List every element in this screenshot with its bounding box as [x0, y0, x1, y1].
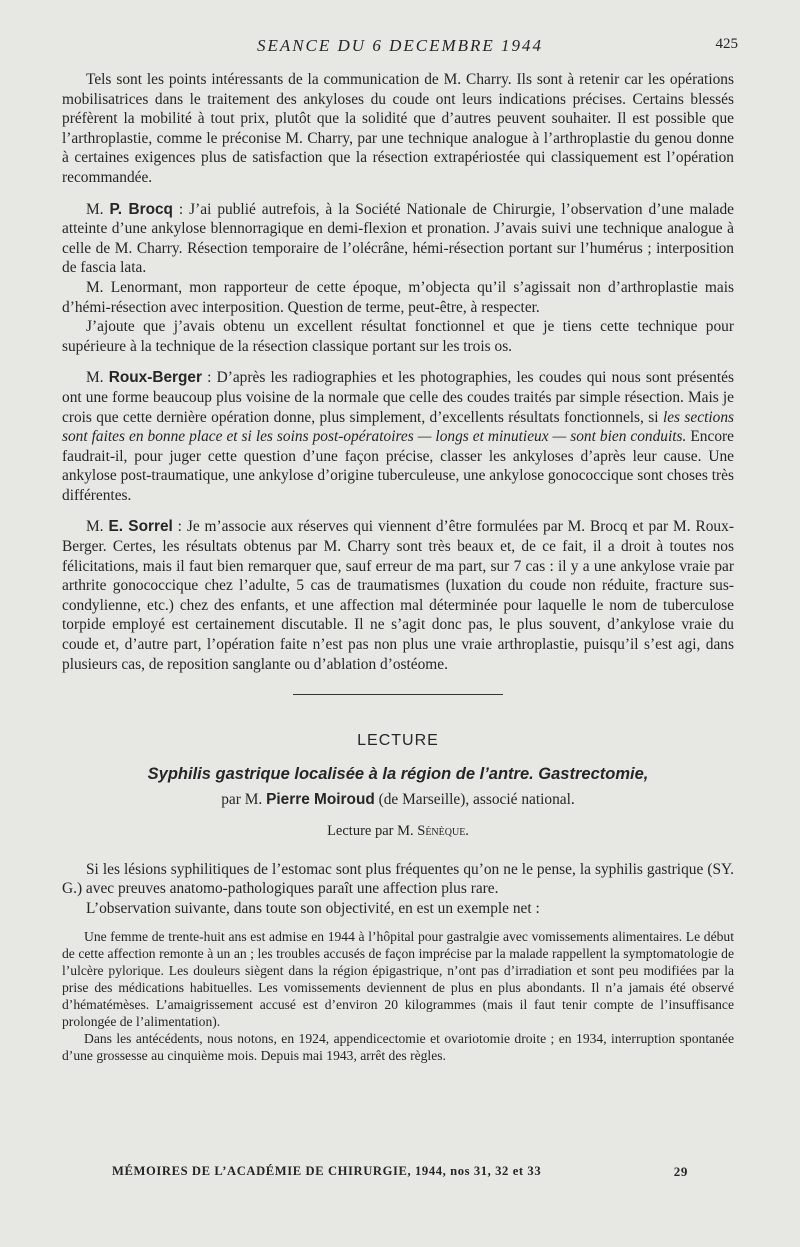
paragraph-roux-berger: [62, 368, 734, 505]
case-report: [62, 928, 734, 1064]
paragraph-brocq-result: J’ajoute que j’avais obtenu un excellent résultat fonctionnel et que je tiens cette technique pour supérieure à la technique de la résection classique portant sur les trois os.: [62, 318, 734, 355]
speaker-prefix: M.: [86, 200, 104, 218]
sorrel-text: : Je m’associe aux réserves qui viennent d’être formulées par M. Brocq et par M. Roux-Berger. Certes, les résultats obtenus par M. Charry sont très beaux et, de ce fait, il a droit à toutes nos félicitations, mais il faut bien remarquer que, sauf erreur de ma part, sur 7 cas : il y a une ankylose vraie par arthrite gonococcique chez l’adulte, 5 cas de traumatismes (luxation du coude non réduite, fracture sus-condylienne, etc.) chez des enfants, et une affection mal déterminée pour laquelle le nom de tuberculose torpide employé est certainement discutable. Il ne s’agit donc pas, le plus souvent, d’ankylose vraie du coude et, d’autre part, l’opération faite n’est pas non plus une vraie arthroplastie, puisqu’il s’est agi, dans plusieurs cas, de reposition sanglante ou d’ablation d’ostéome.: [62, 518, 734, 673]
byline-prefix: par M.: [221, 791, 263, 809]
paragraph-charry-summary: Tels sont les points intéressants de la communication de M. Charry. Ils sont à retenir car les opérations mobilisatrices dans le traitement des ankyloses du coude ont leurs indications précises. Certains blessés préfèrent la mobilité à tout prix, plutôt que la solidité que d’autres peuvent souhaiter. Il est possible que l’arthroplastie, comme le préconise M. Charry, par une technique analogue à l’arthroplastie du genou donne à certaines exigences plus de satisfaction que la résection extrapériostée qui classiquement est l’opération recommandée.: [62, 71, 734, 186]
paragraph-observation-lead: L’observation suivante, dans toute son objectivité, en est un exemple net :: [86, 899, 540, 917]
footer-page-number: 29: [673, 1164, 688, 1179]
footer-journal-reference: MÉMOIRES DE L’ACADÉMIE DE CHIRURGIE, 1944, nos 31, 32 et 33: [112, 1164, 542, 1178]
paragraph-sorrel: [62, 517, 734, 674]
author-name: Pierre Moiroud: [266, 791, 375, 809]
reader-name: Sénèque.: [417, 823, 469, 839]
case-paragraph: Une femme de trente-huit ans est admise en 1944 à l’hôpital pour gastralgie avec vomissements alimentaires. Le début de cette affection remonte à un an ; les troubles accusés de façon imprécise par la malade rappellent la symptomatologie de l’ulcère pylorique. Les douleurs siègent dans la région épigastrique, n’ont pas d’irradiation et sont peu modifiées par la prise des médications habituelles. Les vomissements deviennent de plus en plus abondants. Il n’a jamais été observé d’hématémèses. L’amaigrissement accusé est d’environ 20 kilogrammes (mais il faut tenir compte de l’insuffisance prolongée de l’alimentation).: [62, 929, 734, 1030]
byline-suffix: (de Marseille), associé national.: [378, 791, 575, 809]
paragraph-intro: Si les lésions syphilitiques de l’estomac sont plus fréquentes qu’on ne le pense, la syphilis gastrique (SY. G.) avec preuves anatomo-pathologiques paraît une affection plus rare.: [62, 860, 734, 898]
paragraph-lenormant: M. Lenormant, mon rapporteur de cette époque, m’objecta qu’il s’agissait non d’arthroplastie mais d’hémi-résection avec interposition. Question de terme, peut-être, à respecter.: [62, 278, 734, 316]
speaker-name-roux-berger: Roux-Berger: [108, 369, 202, 387]
roux-text-2: Encore faudrait-il, pour juger cette question d’une façon précise, classer les ankyloses d’après leur cause. Une ankylose post-traumatique, une ankylose d’origine tuberculeuse, une ankylose gonococcique sont choses très différentes.: [62, 428, 734, 504]
byline: [62, 790, 734, 810]
roux-italic-text: les sections sont faites en bonne place et si les soins post-opératoires — longs et minutieux — sont bien conduits.: [62, 408, 735, 446]
reader-prefix: Lecture par M.: [327, 823, 414, 839]
speaker-name-sorrel: E. Sorrel: [108, 518, 173, 536]
speaker-prefix: M.: [86, 369, 104, 387]
speaker-prefix: M.: [86, 518, 104, 536]
section-divider: [293, 694, 503, 695]
running-head: [62, 36, 738, 62]
section-heading: LECTURE: [357, 732, 439, 750]
speaker-name-brocq: P. Brocq: [109, 200, 173, 218]
reader-line: [62, 822, 734, 842]
paragraph-brocq: [62, 200, 734, 278]
case-paragraph: Dans les antécédents, nous notons, en 1924, appendicectomie et ovariotomie droite ; en 1934, interruption spontanée d’une grossesse au cinquième mois. Depuis mai 1943, arrêt des règles.: [62, 1031, 734, 1064]
article-title: Syphilis gastrique localisée à la région de l’antre. Gastrectomie,: [147, 764, 649, 783]
page-footer: [112, 1164, 688, 1184]
page-number: 425: [715, 36, 738, 52]
brocq-text: : J’ai publié autrefois, à la Société Nationale de Chirurgie, l’observation d’une malade atteinte d’une ankylose blennorragique en demi-flexion et pronation. J’avais suivi une technique analogue à celle de M. Charry. Résection temporaire de l’olécrâne, hémi-résection portant sur l’humérus ; interposition de fascia lata.: [62, 200, 734, 277]
running-title: SEANCE DU 6 DECEMBRE 1944: [256, 36, 544, 55]
roux-text-1: : D’après les radiographies et les photographies, les coudes qui nous sont présentés ont une forme beaucoup plus voisine de la normale que celle des coudes traités par simple résection. Mais je crois que cette dernière opération donne, plus simplement, d’excellents résultats fonctionnels, si: [62, 369, 734, 426]
body-text: [62, 70, 734, 1064]
